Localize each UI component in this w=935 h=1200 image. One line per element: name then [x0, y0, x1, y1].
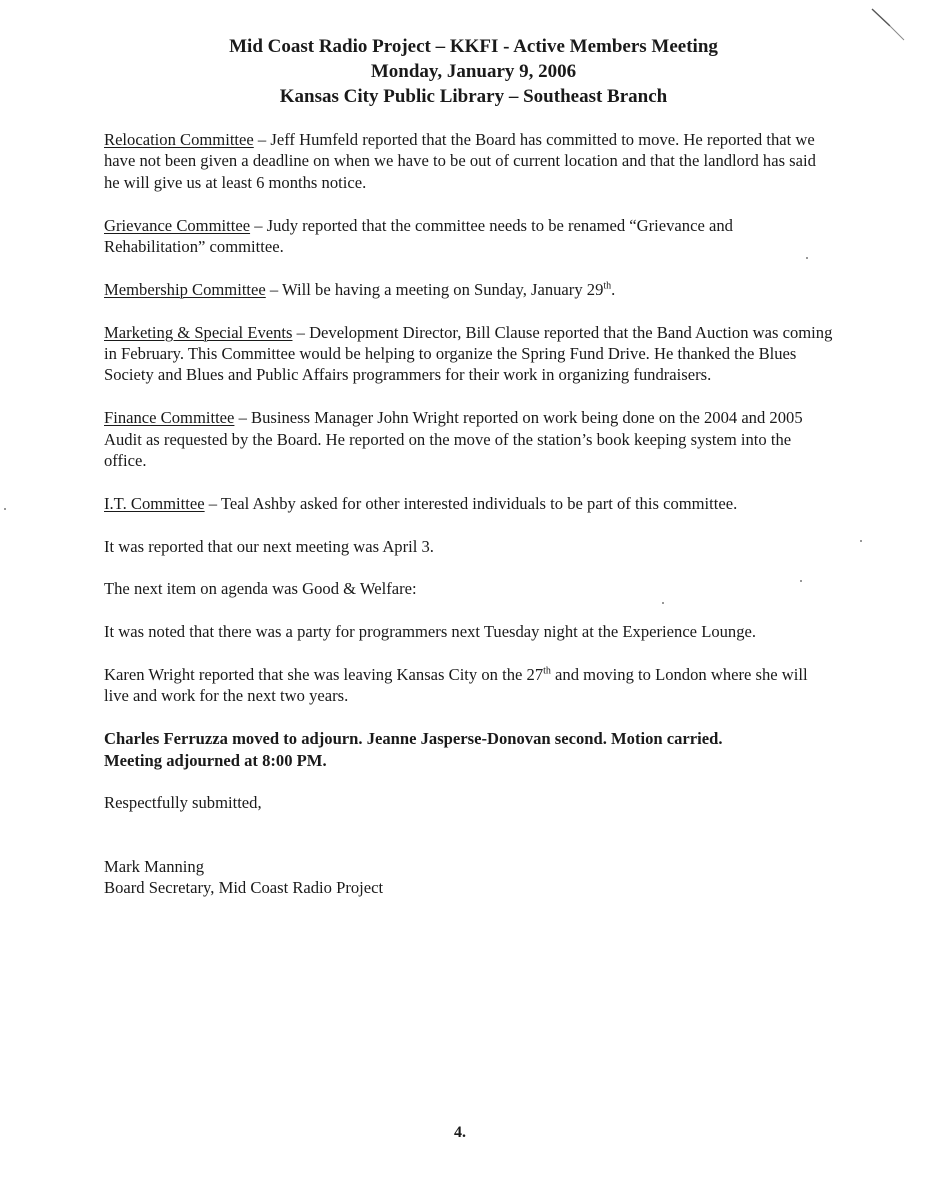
finance-heading: Finance Committee [104, 408, 235, 428]
scan-speck [4, 508, 6, 510]
relocation-heading: Relocation Committee [104, 130, 254, 149]
minutes-body [104, 129, 834, 899]
finance-paragraph [104, 407, 834, 471]
adjourn-paragraph [104, 728, 834, 771]
scan-speck [662, 602, 664, 604]
page-number: 4. [454, 1124, 466, 1141]
relocation-paragraph [104, 129, 834, 193]
membership-ordinal: th [603, 280, 612, 292]
closing-line: Respectfully submitted, [104, 793, 262, 813]
karen-end: and moving to London where she will live and work for the next two years. [104, 665, 808, 706]
it-heading: I.T. Committee [104, 493, 205, 513]
document-header [0, 34, 935, 109]
marketing-paragraph [104, 322, 834, 386]
adjourn-line-1: Charles Ferruzza moved to adjourn. Jeanne Jasperse-Donovan second. Motion carried. [104, 729, 723, 749]
next-meeting-paragraph: It was reported that our next meeting was April 3. [104, 536, 434, 556]
membership-paragraph [104, 279, 834, 300]
grievance-text: – Judy reported that the committee needs to be renamed “Grievance and Rehabilitation” committee. [104, 215, 733, 257]
header-title: Mid Coast Radio Project – KKFI - Active Members Meeting [229, 36, 718, 57]
scan-speck [800, 580, 802, 582]
signature-title: Board Secretary, Mid Coast Radio Project [104, 878, 384, 898]
karen-paragraph [104, 664, 834, 707]
grievance-heading: Grievance Committee [104, 215, 251, 235]
party-paragraph: It was noted that there was a party for programmers next Tuesday night at the Experience Lounge. [104, 622, 757, 642]
adjourn-line-2: Meeting adjourned at 8:00 PM. [104, 750, 327, 770]
header-date: Monday, January 9, 2006 [370, 61, 577, 82]
membership-end: . [611, 279, 616, 299]
relocation-text: – Jeff Humfeld reported that the Board has committed to move. He reported that we have not been given a deadline on when we have to be out of current location and that the landlord has said he will give us at least 6 months notice. [104, 130, 816, 192]
it-text: – Teal Ashby asked for other interested individuals to be part of this committee. [204, 493, 738, 513]
grievance-paragraph [104, 215, 834, 258]
membership-text: – Will be having a meeting on Sunday, January 29 [265, 279, 604, 299]
marketing-heading: Marketing & Special Events [104, 322, 293, 342]
karen-text: Karen Wright reported that she was leaving Kansas City on the 27 [104, 665, 544, 685]
signature-block [104, 856, 834, 899]
membership-heading: Membership Committee [104, 279, 266, 299]
marketing-text: – Development Director, Bill Clause reported that the Band Auction was coming in February. This Committee would be helping to organize the Spring Fund Drive. He thanked the Blues Society and Blues and Public Affairs programmers for their work in organizing fundraisers. [104, 322, 833, 385]
header-location: Kansas City Public Library – Southeast Branch [279, 86, 668, 107]
finance-text: – Business Manager John Wright reported on work being done on the 2004 and 2005 Audit as requested by the Board. He reported on the move of the station’s book keeping system into the office. [104, 408, 803, 471]
signature-name: Mark Manning [104, 856, 205, 876]
agenda-paragraph: The next item on agenda was Good & Welfare: [104, 579, 417, 599]
it-paragraph [104, 493, 834, 514]
scan-speck [860, 540, 862, 542]
scan-speck [806, 257, 808, 259]
karen-ordinal: th [543, 665, 551, 677]
